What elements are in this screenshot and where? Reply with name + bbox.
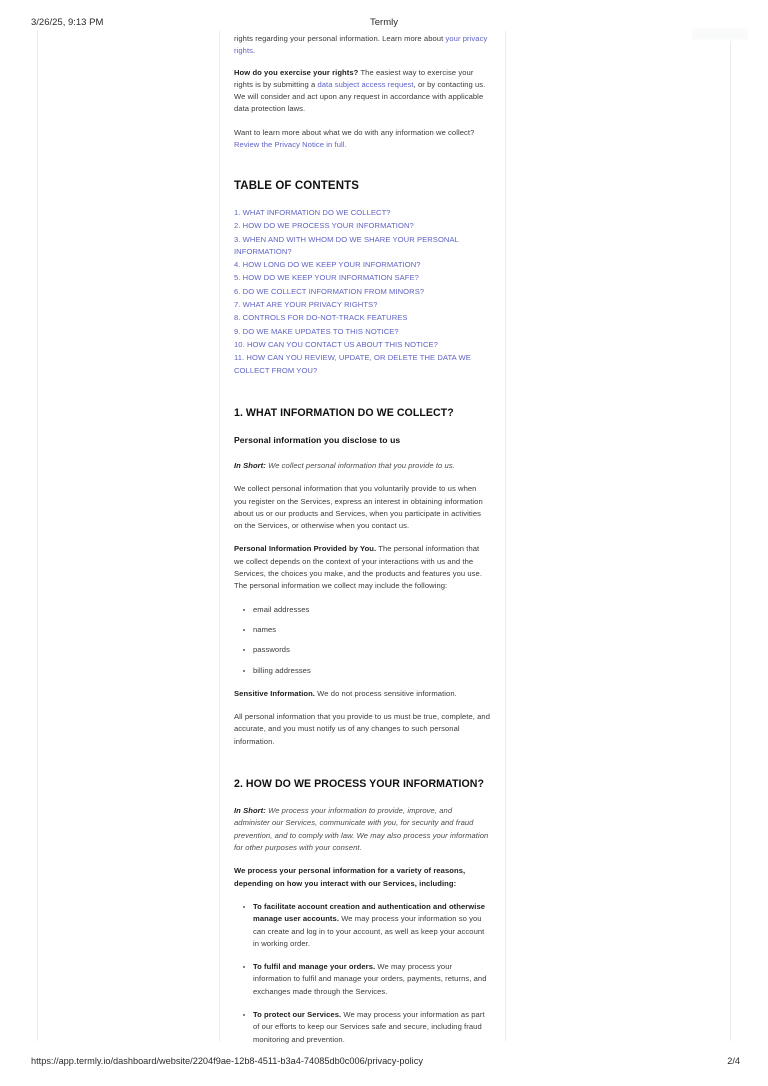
list-item — [234, 352, 490, 377]
print-header-date: 3/26/25, 9:13 PM — [31, 17, 104, 28]
toc-link-3[interactable]: 3. WHEN AND WITH WHOM DO WE SHARE YOUR PERSONAL INFORMATION? — [234, 234, 459, 256]
link-your-privacy-rights[interactable]: your privacy rights — [234, 34, 488, 56]
bullet-label: To fulfil and manage your orders. — [253, 962, 376, 972]
section-1-provided-by-you — [234, 543, 490, 592]
exercise-rights-label: How do you exercise your rights? — [234, 67, 359, 77]
section-2-lead-in — [234, 865, 490, 890]
toc-link-1[interactable]: 1. WHAT INFORMATION DO WE COLLECT? — [234, 208, 391, 217]
list-item: passwords — [253, 644, 490, 656]
section-2-in-short — [234, 805, 490, 854]
privacy-rights-text: rights regarding your personal information. Learn more about — [234, 34, 446, 43]
exercise-rights-text-2: , or by contacting us. We will consider and act upon any request in accordance with applicable data protection laws. — [234, 79, 486, 114]
exercise-rights-text-1: The easiest way to exercise your rights is by submitting a — [234, 67, 474, 89]
list-item — [253, 1009, 490, 1046]
toc-link-4[interactable]: 4. HOW LONG DO WE KEEP YOUR INFORMATION? — [234, 260, 421, 270]
section-1-accuracy-paragraph: All personal information that you provide to us must be true, complete, and accurate, and you must notify us of any changes to such personal information. — [234, 712, 491, 746]
sensitive-information-label: Sensitive Information. — [234, 688, 315, 698]
section-1-bullet-list — [234, 604, 490, 677]
toc-link-6[interactable]: 6. DO WE COLLECT INFORMATION FROM MINORS? — [234, 286, 425, 296]
learn-more-text: Want to learn more about what we do with any information we collect? — [234, 127, 475, 137]
toc-link-10[interactable]: 10. HOW CAN YOU CONTACT US ABOUT THIS NOTICE? — [234, 339, 438, 349]
bullet-text: We may process your information to fulfil and manage your orders, payments, returns, and exchanges made through the Services. — [253, 962, 487, 996]
provided-by-you-text: The personal information that we collect depends on the context of your interactions with us and the Services, the choices you make, and the products and features you use. The personal information we collect may include the following: — [234, 544, 483, 591]
in-short-label: In Short: — [234, 460, 266, 470]
list-item — [253, 961, 490, 998]
list-item: billing addresses — [253, 665, 490, 677]
print-header — [0, 17, 768, 31]
sensitive-information-text: We do not process sensitive information. — [315, 688, 457, 698]
print-footer — [0, 1056, 768, 1070]
column-divider-left — [219, 31, 220, 1041]
list-item — [234, 259, 490, 271]
list-item — [234, 326, 490, 338]
section-1-subheading: Personal information you disclose to us — [234, 435, 401, 446]
toc-link-8[interactable]: 8. CONTROLS FOR DO-NOT-TRACK FEATURES — [234, 313, 408, 323]
toc-link-7[interactable]: 7. WHAT ARE YOUR PRIVACY RIGHTS? — [234, 300, 378, 310]
bullet-label: To protect our Services. — [253, 1010, 342, 1019]
list-item — [234, 234, 490, 259]
toc-link-5[interactable]: 5. HOW DO WE KEEP YOUR INFORMATION SAFE? — [234, 273, 419, 283]
privacy-rights-period: . — [253, 46, 256, 56]
section-1-paragraph-1: We collect personal information that you voluntarily provide to us when you register on the Services, express an interest in obtaining information about us or our products and Services, when you participate in activities on the Services, or otherwise when you contact us. — [234, 484, 483, 531]
paragraph-exercise-rights — [234, 67, 490, 116]
list-item — [253, 901, 490, 950]
list-item — [234, 299, 490, 311]
in-short-label: In Short: — [234, 806, 266, 816]
paragraph-learn-more — [234, 127, 490, 152]
print-header-title: Termly — [370, 17, 398, 28]
section-1-heading: 1. WHAT INFORMATION DO WE COLLECT? — [234, 406, 454, 419]
list-item: email addresses — [253, 604, 490, 616]
list-item — [234, 272, 490, 284]
list-item — [234, 220, 490, 232]
print-footer-url: https://app.termly.io/dashboard/website/2204f9ae-12b8-4511-b3a4-74085db0c006/privacy-policy — [31, 1056, 423, 1066]
in-short-text: We process your information to provide, improve, and administer our Services, communicate with you, for security and fraud prevention, and to comply with law. We may also process your information for other purposes with your consent. — [234, 806, 489, 853]
toc-link-9[interactable]: 9. DO WE MAKE UPDATES TO THIS NOTICE? — [234, 326, 399, 336]
table-of-contents-list — [234, 207, 490, 377]
section-1-sensitive-information — [234, 688, 490, 700]
bullet-text: We may process your information as part of our efforts to keep our Services safe and secure, including fraud monitoring and prevention. — [253, 1010, 485, 1044]
bullet-text: We may process your information so you can create and log in to your account, as well as keep your account in working order. — [253, 914, 485, 948]
list-item — [234, 339, 490, 351]
link-review-privacy-notice[interactable]: Review the Privacy Notice in full. — [234, 140, 347, 150]
in-short-text: We collect personal information that you provide to us. — [265, 460, 455, 470]
provided-by-you-label: Personal Information Provided by You. — [234, 544, 377, 554]
toc-link-2[interactable]: 2. HOW DO WE PROCESS YOUR INFORMATION? — [234, 221, 414, 231]
section-2-heading: 2. HOW DO WE PROCESS YOUR INFORMATION? — [234, 777, 484, 790]
list-item — [234, 207, 490, 219]
list-item: names — [253, 624, 490, 636]
privacy-policy-content — [234, 33, 490, 1057]
bullet-label: To facilitate account creation and authentication and otherwise manage user accounts. — [253, 901, 486, 924]
list-item — [234, 286, 490, 298]
list-item — [234, 312, 490, 324]
section-2-bullet-list — [234, 901, 490, 1046]
section-2-lead-in-text: We process your personal information for a variety of reasons, depending on how you interact with our Services, including: — [234, 866, 466, 888]
column-divider-right — [505, 31, 506, 1041]
toc-link-11[interactable]: 11. HOW CAN YOU REVIEW, UPDATE, OR DELETE THE DATA WE COLLECT FROM YOU? — [234, 353, 471, 375]
link-data-subject-access-request[interactable]: data subject access request — [317, 79, 414, 89]
table-of-contents-heading: TABLE OF CONTENTS — [234, 180, 360, 193]
section-1-in-short — [234, 460, 490, 472]
page-corner-artifact — [692, 28, 748, 42]
print-footer-page-number: 2/4 — [727, 1056, 740, 1066]
paragraph-privacy-rights — [234, 33, 490, 58]
